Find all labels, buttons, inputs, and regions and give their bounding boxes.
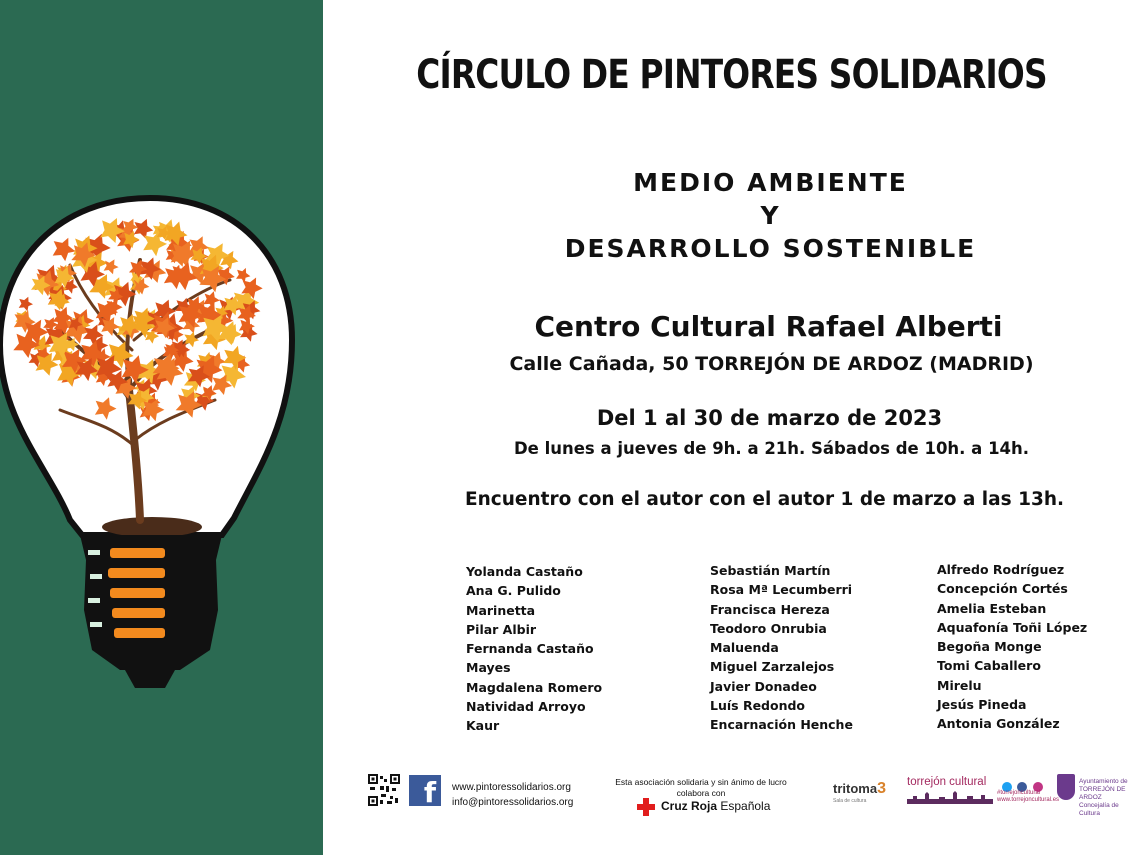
- artist-name: Teodoro Onrubia: [710, 620, 827, 636]
- artist-name: Javier Donadeo: [710, 678, 817, 694]
- ayuntamiento-shield-icon: [1057, 774, 1075, 800]
- artists-column-1: [466, 562, 602, 736]
- artist-name: Concepción Cortés: [937, 581, 1068, 597]
- social-website: www.torrejoncultural.es: [997, 797, 1060, 803]
- tritoma-number: 3: [877, 780, 886, 797]
- artist-name: Ana G. Pulido: [466, 583, 561, 599]
- cruz-roja-bold: Cruz Roja: [661, 799, 718, 813]
- artist-name: Maluenda: [710, 640, 779, 656]
- collaboration-note: [606, 777, 796, 799]
- ayto-line-2: TORREJÓN DE ARDOZ: [1079, 786, 1126, 801]
- red-cross-icon: [637, 798, 655, 816]
- artist-name: Fernanda Castaño: [466, 641, 594, 657]
- tritoma-text: tritoma: [833, 781, 878, 796]
- artist-name: Francisca Hereza: [710, 601, 830, 617]
- author-meeting: Encuentro con el autor con el autor 1 de marzo a las 13h.: [464, 489, 1065, 510]
- opening-hours: De lunes a jueves de 9h. a 21h. Sábados de 10h. a 14h.: [513, 439, 1030, 458]
- artist-name: Magdalena Romero: [466, 679, 603, 695]
- artist-name: Miguel Zarzalejos: [710, 659, 835, 675]
- theme-line-3: DESARROLLO SOSTENIBLE: [564, 234, 977, 263]
- qr-code-icon[interactable]: [368, 774, 400, 806]
- artist-name: Amelia Esteban: [937, 600, 1047, 616]
- email-link[interactable]: info@pintoressolidarios.org: [452, 797, 574, 808]
- artist-name: Mirelu: [937, 677, 982, 693]
- artist-name: Natividad Arroyo: [466, 699, 586, 715]
- facebook-icon[interactable]: f: [409, 775, 441, 806]
- soil: [102, 517, 202, 537]
- lightbulb-tree-illustration: [0, 0, 323, 855]
- tritoma-logo: [833, 780, 886, 804]
- tritoma-subtitle: Sala de cultura: [833, 798, 867, 804]
- bulb-tip: [125, 670, 175, 688]
- artist-name: Aquafonía Toñi López: [937, 619, 1088, 635]
- artist-name: Sebastián Martín: [710, 563, 831, 578]
- artist-name: Pilar Albir: [466, 621, 537, 637]
- page-title: CÍRCULO DE PINTORES SOLIDARIOS: [416, 52, 1047, 98]
- artist-name: Encarnación Henche: [710, 717, 853, 733]
- ayto-line-1: Ayuntamiento de: [1079, 778, 1128, 785]
- artist-name: Marinetta: [466, 602, 536, 618]
- artist-name: Tomi Caballero: [937, 658, 1041, 674]
- exhibition-dates: Del 1 al 30 de marzo de 2023: [596, 406, 943, 430]
- artist-name: Kaur: [466, 718, 500, 734]
- artist-name: Luís Redondo: [710, 698, 806, 714]
- artist-name: Jesús Pineda: [937, 697, 1027, 713]
- cruz-roja-rest: Española: [720, 799, 771, 813]
- artists-column-3: [937, 560, 1087, 734]
- note-line-1: Esta asociación solidaria y sin ánimo de lucro: [615, 777, 787, 787]
- contact-links: [452, 780, 573, 810]
- cruz-roja-logo: [661, 799, 770, 813]
- left-panel: [0, 0, 323, 855]
- skyline-icon: [907, 790, 993, 804]
- ayuntamiento-logo: [1079, 778, 1140, 818]
- social-hashtag: #torrejoncultural: [997, 790, 1041, 796]
- artist-name: Yolanda Castaño: [466, 564, 583, 579]
- artist-name: Begoña Monge: [937, 639, 1042, 655]
- artist-name: Alfredo Rodríguez: [937, 562, 1065, 577]
- social-tags: [997, 790, 1059, 804]
- theme-block: [323, 166, 1140, 265]
- theme-line-1: MEDIO AMBIENTE: [633, 168, 908, 197]
- torrejon-cultural-logo: torrejón cultural: [907, 776, 987, 788]
- artist-name: Mayes: [466, 660, 511, 676]
- ayto-line-3: Concejalía de Cultura: [1079, 802, 1119, 817]
- note-line-2: colabora con: [676, 788, 726, 798]
- website-link[interactable]: www.pintoressolidarios.org: [452, 782, 571, 793]
- theme-line-2: Y: [760, 201, 781, 230]
- venue-address: Calle Cañada, 50 TORREJÓN DE ARDOZ (MADRID): [509, 353, 1034, 375]
- artists-column-2: [710, 561, 853, 735]
- artist-name: Rosa Mª Lecumberri: [710, 582, 853, 598]
- artist-name: Antonia González: [937, 716, 1060, 732]
- venue-name: Centro Cultural Rafael Alberti: [534, 310, 1003, 343]
